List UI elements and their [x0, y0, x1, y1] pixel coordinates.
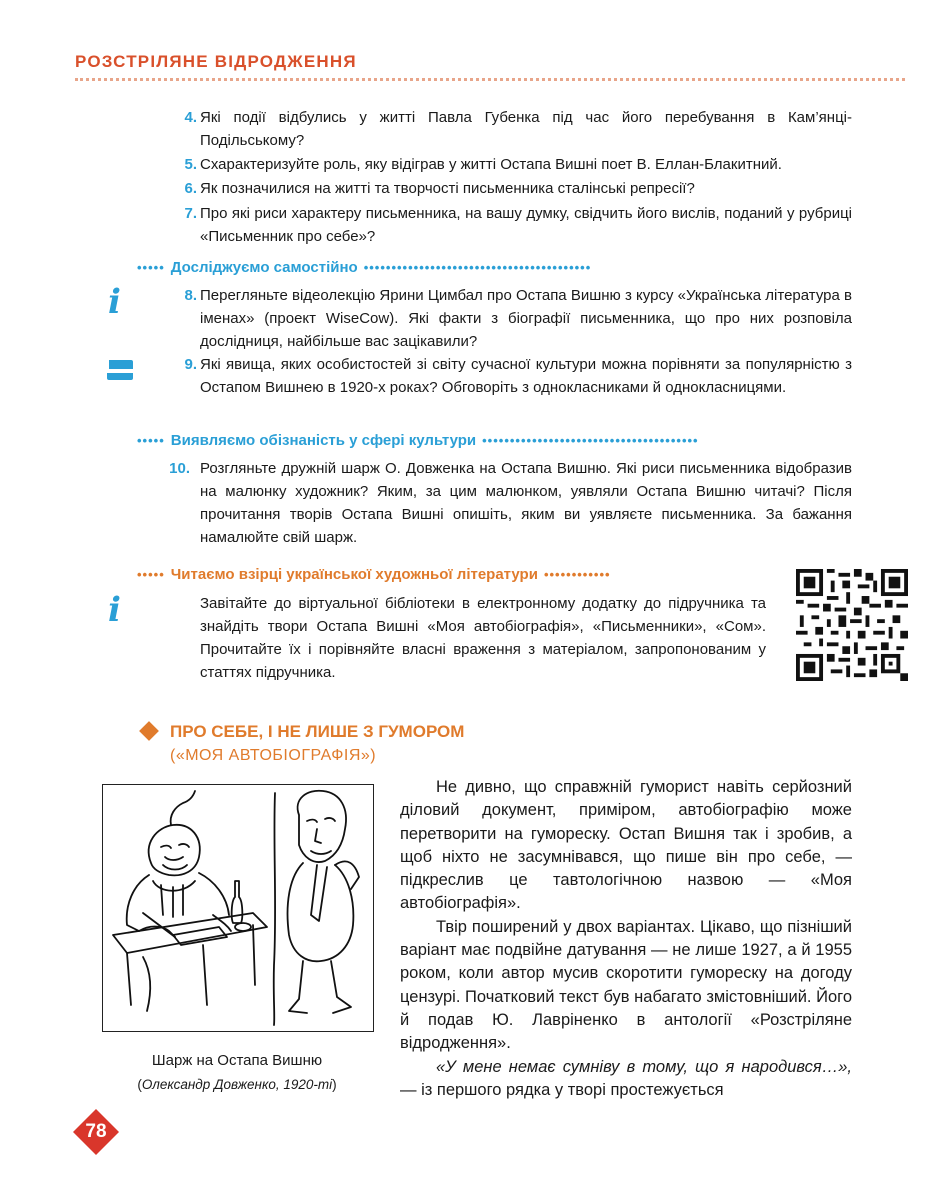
article-paragraph: [400, 1056, 852, 1103]
question-item: [175, 106, 852, 152]
caricature-drawing-icon: [103, 785, 373, 1031]
article-heading: ПРО СЕБЕ, І НЕ ЛИШЕ З ГУМОРОМ: [170, 722, 465, 741]
section-dots-right: •••••••••••••••••••••••••••••••••••••••: [482, 433, 699, 448]
question-number: 7.: [184, 205, 197, 222]
section-title: Читаємо взірці української художньої літератури: [170, 566, 538, 583]
section-dots-left: •••••: [137, 433, 165, 448]
figure-caption: Шарж на Остапа Вишню: [151, 1052, 323, 1069]
page-header-title: РОЗСТРІЛЯНЕ ВІДРОДЖЕННЯ: [75, 52, 357, 71]
question-text: Які події відбулись у житті Павла Губенка під час його перебування в Кам’янці-Подільському?: [200, 109, 852, 149]
question-item: [160, 457, 852, 549]
info-icon: i: [108, 590, 121, 630]
question-number: 5.: [184, 156, 197, 173]
article-body: [400, 776, 852, 1102]
article-paragraph: Не дивно, що справжній гуморист навіть серйозний діловий документ, приміром, автобіографію може перетворити на гумореску. Остап Вишня так і зробив, а щоб ніхто не засумнівався, що пише він про себе, — підкреслив це тавтологічною назвою — «Моя автобіографія».: [400, 778, 852, 913]
info-icon: i: [108, 282, 121, 322]
question-text: Перегляньте відеолекцію Ярини Цимбал про Остапа Вишню з курсу «Українська література в іменах» (проект WiseCow). Які факти з біографії письменника, що про них розповіла дослідниця, найбільше вас зацікавили?: [200, 287, 852, 350]
question-number: 9.: [184, 356, 197, 373]
figure-caption-credit: [102, 1077, 372, 1092]
question-text: Розгляньте дружній шарж О. Довженка на Остапа Вишню. Які риси письменника відобразив на малюнку художник? Яким, за цим малюнком, уявляли Остапа Вишню читачі? Після прочитання творів Остапа Вишні опишіть, яким ви уявляєте письменника. За бажання намалюйте свій шарж.: [200, 460, 852, 546]
article-paragraph-rest: — із першого рядка у творі простежується: [400, 1080, 724, 1099]
question-number: 8.: [184, 287, 197, 304]
page-number: 78: [85, 1121, 107, 1142]
section-header-reading: [137, 566, 769, 583]
question-text: Які явища, яких особистостей зі світу сучасної культури можна порівняти за популярністю з Остапом Вишнею в 1920-х роках? Обговоріть з однокласниками й однокласницями.: [200, 356, 852, 396]
question-item: [175, 153, 852, 176]
section-dots-right: •••••••••••••••••••••••••••••••••••••••••: [363, 260, 592, 275]
section-title: Виявляємо обізнаність у сфері культури: [170, 432, 477, 449]
article-subheading: («МОЯ АВТОБІОГРАФІЯ»): [170, 747, 377, 764]
caption-paren-close: ): [332, 1077, 337, 1092]
library-text: Завітайте до віртуальної бібліотеки в електронному додатку до підручника та знайдіть твори Остапа Вишні «Моя автобіографія», «Письменники», «Сом». Прочитайте їх і порівняйте власні враження з матеріалом, запропонованим у статтях підручника.: [200, 595, 766, 681]
question-item: [175, 284, 852, 353]
article-quote: «У мене немає сумніву в тому, що я народився…»,: [436, 1057, 852, 1076]
section-dots-right: ••••••••••••: [543, 567, 611, 582]
question-item: [175, 353, 852, 399]
question-text: Як позначилися на житті та творчості письменника сталінські репресії?: [200, 180, 695, 197]
question-item: [175, 177, 852, 200]
question-item: [175, 202, 852, 248]
caricature-figure: [102, 784, 374, 1032]
qr-code-icon[interactable]: [796, 569, 908, 681]
header-divider: [75, 78, 905, 81]
question-number: 4.: [184, 109, 197, 126]
question-number: 10.: [169, 460, 190, 477]
caption-paren-open: (: [137, 1077, 142, 1092]
caption-author: Олександр Довженко, 1920-ті: [141, 1077, 333, 1092]
chat-bubble-icon: [106, 358, 134, 382]
question-text: Про які риси характеру письменника, на вашу думку, свідчить його вислів, поданий у рубриці «Письменник про себе»?: [200, 205, 852, 245]
section-dots-left: •••••: [137, 567, 165, 582]
heading-diamond-icon: [139, 721, 159, 741]
section-dots-left: •••••: [137, 260, 165, 275]
question-number: 6.: [184, 180, 197, 197]
article-paragraph: Твір поширений у двох варіантах. Цікаво, що пізніший варіант має подвійне датування — не лише 1927, а й 1955 роком, коли автор мусив скоротити гумореску на догоду цензурі. Початковий текст був набагато змістовніший. Його й подав Ю. Лавріненко в антології «Розстріляне відродження».: [400, 917, 852, 1053]
section-title: Досліджуємо самостійно: [170, 259, 358, 276]
question-text: Схарактеризуйте роль, яку відіграв у житті Остапа Вишні поет В. Еллан-Блакитний.: [200, 156, 782, 173]
section-header-research: [137, 259, 852, 276]
section-header-culture: [137, 432, 852, 449]
page-number-badge: [72, 1108, 120, 1156]
